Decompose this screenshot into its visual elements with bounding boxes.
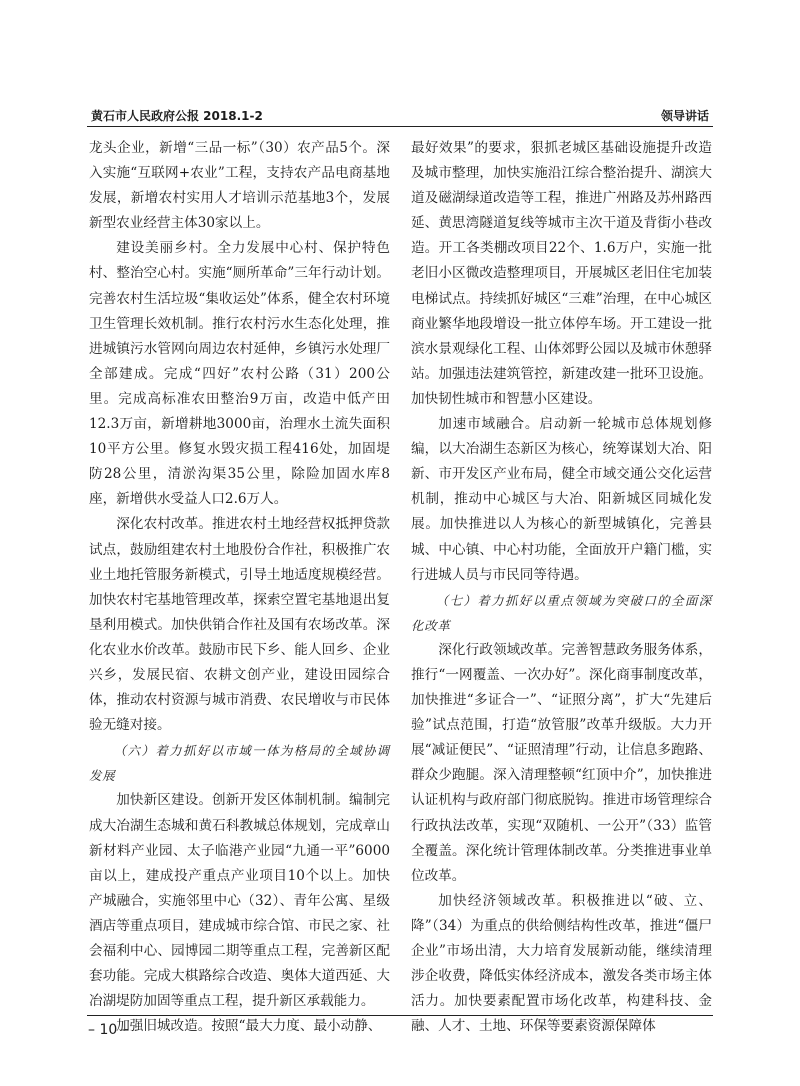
- section-heading: （七）着力抓好以重点领域为突破口的全面深化改革: [411, 592, 712, 633]
- paragraph: 深化农村改革。推进农村土地经营权抵押贷款试点，鼓励组建农村土地股份合作社，积极推广农业土地托管服务新模式，引导土地适度规模经营。加快农村宅基地管理改革，探索空置宅基地退出复垦利用模式。加快供销合作社及国有农场改革。深化农业水价改革。鼓励市民下乡、能人回乡、企业兴乡，发展民宿、农耕文创产业，建设田园综合体，推动农村资源与城市消费、农民增收与市民体验无缝对接。: [89, 516, 390, 734]
- footer-rule: [87, 1015, 713, 1016]
- publication-title: 黄石市人民政府公报 2018.1-2: [91, 109, 263, 123]
- page-header: [87, 104, 713, 126]
- paragraph: 深化行政领域改革。完善智慧政务服务体系，推行“一网覆盖、一次办好”。深化商事制度改革，加快推进“多证合一”、“证照分离”，扩大“先建后验”试点范围，打造“放管服”改革升级版。大力开展“减证便民”、“证照清理”行动，让信息多跑路、群众少跑腿。深入清理整顿“红顶中介”，加快推进认证机构与政府部门彻底脱钩。推进市场管理综合行政执法改革，实现“双随机、一公开”（33）监管全覆盖。深化统计管理体制改革。分类推进事业单位改革。: [411, 641, 712, 884]
- paragraph: 加快新区建设。创新开发区体制机制。编制完成大冶湖生态城和黄石科教城总体规划，完成章山新材料产业园、太子临港产业园“九通一平”6000亩以上，建成投产重点产业项目10个以上。加快产城融合，实施邻里中心（32）、青年公寓、星级酒店等重点项目，建成城市综合馆、市民之家、社会福利中心、园博园二期等重点工程，完善新区配套功能。完成大棋路综合改造、奥体大道西延、大冶湖堤防加固等重点工程，提升新区承载能力。: [89, 792, 390, 1010]
- paragraph: 加速市域融合。启动新一轮城市总体规划修编，以大冶湖生态新区为核心，统筹谋划大冶、阳新、市开发区产业布局，健全市域交通公交化运营机制，推动中心城区与大冶、阳新城区同城化发展。加快推进以人为核心的新型城镇化，完善县城、中心镇、中心村功能，全面放开户籍门槛，实行进城人员与市民同等待遇。: [411, 416, 712, 583]
- page-number: – 10 –: [88, 1022, 129, 1038]
- right-column: [411, 136, 712, 1039]
- section-heading: （六）着力抓好以市域一体为格局的全域协调发展: [89, 743, 390, 784]
- paragraph: 建设美丽乡村。全力发展中心村、保护特色村、整治空心村。实施“厕所革命”三年行动计划。完善农村生活垃圾“集收运处”体系，健全农村环境卫生管理长效机制。推行农村污水生态化处理，推进城镇污水管网向周边农村延伸，乡镇污水处理厂全部建成。完成“四好”农村公路（31）200公里。完成高标准农田整治9万亩，改造中低产田12.3万亩，新增耕地3000亩，治理水土流失面积10平方公里。修复水毁灾损工程416处，加固堤防28公里，清淤沟渠35公里，除险加固水库8座，新增供水受益人口2.6万人。: [89, 240, 390, 508]
- section-name: 领导讲话: [660, 109, 709, 123]
- paragraph: 加强旧城改造。按照“最大力度、最小动静、: [116, 1018, 382, 1035]
- header-rule: [87, 126, 713, 127]
- left-column: [89, 136, 390, 1039]
- paragraph: 加快经济领域改革。积极推进以“破、立、降”（34）为重点的供给侧结构性改革，推进“僵尸企业”市场出清，大力培育发展新动能，继续清理涉企收费，降低实体经济成本，激发各类市场主体活力。加快要素配置市场化改革，构建科技、金融、人才、土地、环保等要素资源保障体: [411, 892, 712, 1035]
- paragraph: 最好效果”的要求，狠抓老城区基础设施提升改造及城市整理，加快实施沿江综合整治提升、湖滨大道及磁湖绿道改造等工程，推进广州路及苏州路西延、黄思湾隧道复线等城市主次干道及背街小巷改造。开工各类棚改项目22个、1.6万户，实施一批老旧小区微改造整理项目，开展城区老旧住宅加装电梯试点。持续抓好城区“三难”治理，在中心城区商业繁华地段增设一批立体停车场。开工建设一批滨水景观绿化工程、山体郊野公园以及城市休憩驿站。加强违法建筑管控，新建改建一批环卫设施。加快韧性城市和智慧小区建设。: [411, 140, 712, 407]
- paragraph: 龙头企业，新增“三品一标”（30）农产品5个。深入实施“互联网+农业”工程，支持农产品电商基地发展，新增农村实用人才培训示范基地3个，发展新型农业经营主体30家以上。: [89, 140, 390, 232]
